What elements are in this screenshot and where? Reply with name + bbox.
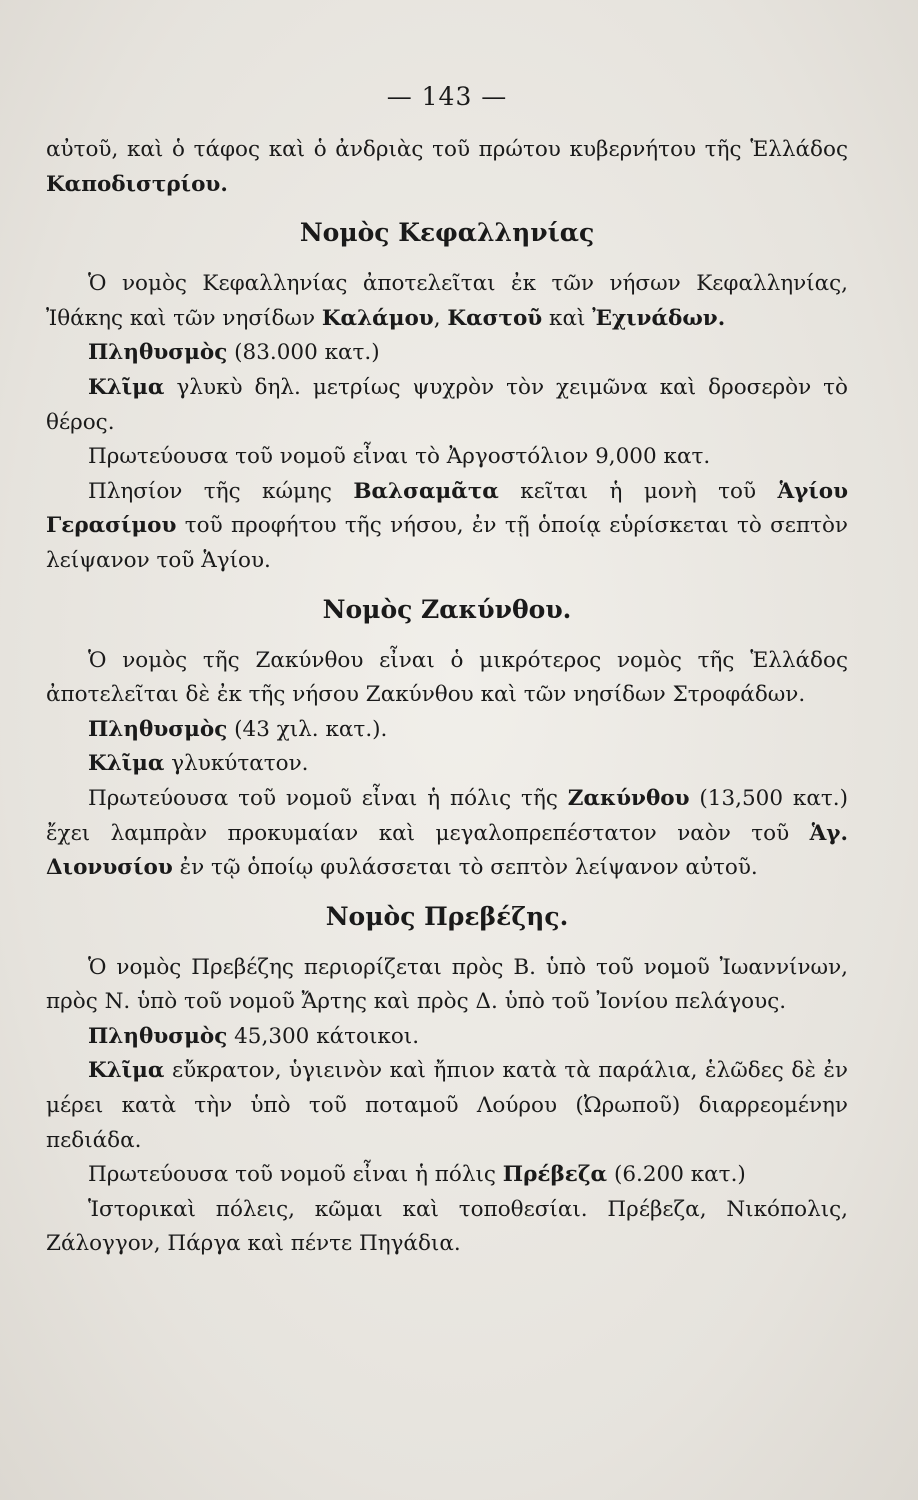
intro-paragraph <box>46 133 848 202</box>
preveza-historic-places: Ἱστορικαὶ πόλεις, κῶμαι καὶ τοποθεσίαι. Πρέβεζα, Νικόπολις, Ζάλογγον, Πάργα καὶ πέντε Πηγάδια. <box>46 1196 848 1257</box>
kefallinia-composition <box>46 267 848 336</box>
zakynthos-composition: Ὁ νομὸς τῆς Ζακύνθου εἶναι ὁ μικρότερος νομὸς τῆς Ἑλλάδος ἀποτελεῖται δὲ ἐκ τῆς νήσου Ζακύνθου καὶ τῶν νησίδων Στροφάδων. <box>46 647 848 708</box>
preveza-capital-text-1: Πρωτεύουσα τοῦ νομοῦ εἶναι ἡ πόλις <box>88 1162 503 1188</box>
zakynthos-population <box>46 713 848 748</box>
zakynthos-capital-text-3: ἐν τῷ ὁποίῳ φυλάσσεται τὸ σεπτὸν λείψανον αὐτοῦ. <box>172 855 758 881</box>
preveza-capital <box>46 1158 848 1193</box>
kefallinia-composition-text: Ὁ νομὸς Κεφαλληνίας ἀποτελεῖται ἐκ τῶν νήσων Κεφαλληνίας, Ἰθάκης καὶ τῶν νησίδων <box>46 271 848 331</box>
zakynthos-capital <box>46 782 848 886</box>
zakynthos-climate-label: Κλῖμα <box>88 751 165 777</box>
preveza-capital-text-2: (6.200 κατ.) <box>607 1162 746 1188</box>
kefallinia-population-value: (83.000 κατ.) <box>227 340 380 366</box>
zakynthos-climate <box>46 747 848 782</box>
zakynthos-population-value: (43 χιλ. κατ.). <box>227 716 388 742</box>
kefallinia-monastery <box>46 475 848 579</box>
preveza-borders: Ὁ νομὸς Πρεβέζης περιορίζεται πρὸς Β. ὑπὸ τοῦ νομοῦ Ἰωαννίνων, πρὸς Ν. ὑπὸ τοῦ νομοῦ Ἄρτης καὶ πρὸς Δ. ὑπὸ τοῦ Ἰονίου πελάγους. <box>46 954 848 1015</box>
preveza-population-value: 45,300 κάτοικοι. <box>227 1023 420 1049</box>
kefallinia-population <box>46 336 848 371</box>
preveza-climate-label: Κλῖμα <box>88 1058 165 1084</box>
page-number: — 143 — <box>386 82 508 111</box>
kefallinia-population-label: Πληθυσμὸς <box>88 340 228 366</box>
preveza-climate-value: εὔκρατον, ὑγιεινὸν καὶ ἤπιον κατὰ τὰ παράλια, ἑλῶδες δὲ ἐν μέρει κατὰ τὴν ὑπὸ τοῦ ποταμοῦ Λούρου (Ὠρωποῦ) διαρρεομένην πεδιάδα. <box>46 1058 848 1153</box>
kefallinia-village-valsamata: Βαλσαμᾶτα <box>353 478 499 504</box>
preveza-population-label: Πληθυσμὸς <box>88 1023 228 1049</box>
preveza-climate <box>46 1054 848 1158</box>
heading-preveza: Νομὸς Πρεβέζης. <box>325 901 569 931</box>
kefallinia-climate-label: Κλῖμα <box>88 374 165 400</box>
kefallinia-and: καὶ <box>542 305 593 331</box>
zakynthos-saint-dionysios: Ἁγ. Διονυσίου <box>46 820 848 881</box>
kefallinia-saint-gerasimos: Ἁγίου Γερασίμου <box>46 478 849 539</box>
intro-text: αὐτοῦ, καὶ ὁ τάφος καὶ ὁ ἀνδριὰς τοῦ πρώτου κυβερνήτου τῆς Ἑλλάδος <box>46 137 848 162</box>
kefallinia-climate-value: γλυκὺ δηλ. μετρίως ψυχρὸν τὸν χειμῶνα καὶ δροσερὸν τὸ θέρος. <box>46 374 848 435</box>
kefallinia-island-kastos: Καστοῦ <box>447 305 543 331</box>
page-content <box>46 82 848 1262</box>
kefallinia-climate <box>46 371 848 440</box>
zakynthos-population-label: Πληθυσμὸς <box>88 716 228 742</box>
kefallinia-separator: , <box>433 305 448 331</box>
kefallinia-monastery-text-3: τοῦ προφήτου τῆς νήσου, ἐν τῇ ὁποίᾳ εὑρίσκεται τὸ σεπτὸν λείψανον τοῦ Ἁγίου. <box>46 513 848 573</box>
kefallinia-monastery-text-2: κεῖται ἡ μονὴ τοῦ <box>498 478 778 504</box>
zakynthos-capital-text-1: Πρωτεύουσα τοῦ νομοῦ εἶναι ἡ πόλις τῆς <box>88 785 568 811</box>
heading-zakynthos: Νομὸς Ζακύνθου. <box>322 594 572 624</box>
kefallinia-monastery-text-1: Πλησίον τῆς κώμης <box>88 478 354 504</box>
intro-bold: Καποδιστρίου. <box>46 171 228 197</box>
kefallinia-island-echinades: Ἐχινάδων. <box>592 305 726 331</box>
preveza-population <box>46 1020 848 1055</box>
kefallinia-capital: Πρωτεύουσα τοῦ νομοῦ εἶναι τὸ Ἀργοστόλιον 9,000 κατ. <box>88 444 711 470</box>
zakynthos-capital-text-2: (13,500 κατ.) ἔχει λαμπρὰν προκυμαίαν καὶ μεγαλοπρεπέστατον ναὸν τοῦ <box>46 785 848 846</box>
kefallinia-island-kalamos: Καλάμου <box>321 305 434 331</box>
zakynthos-climate-value: γλυκύτατον. <box>164 751 309 777</box>
zakynthos-city: Ζακύνθου <box>567 785 690 811</box>
preveza-city: Πρέβεζα <box>502 1162 608 1188</box>
heading-kefallinia: Νομὸς Κεφαλληνίας <box>299 218 595 248</box>
